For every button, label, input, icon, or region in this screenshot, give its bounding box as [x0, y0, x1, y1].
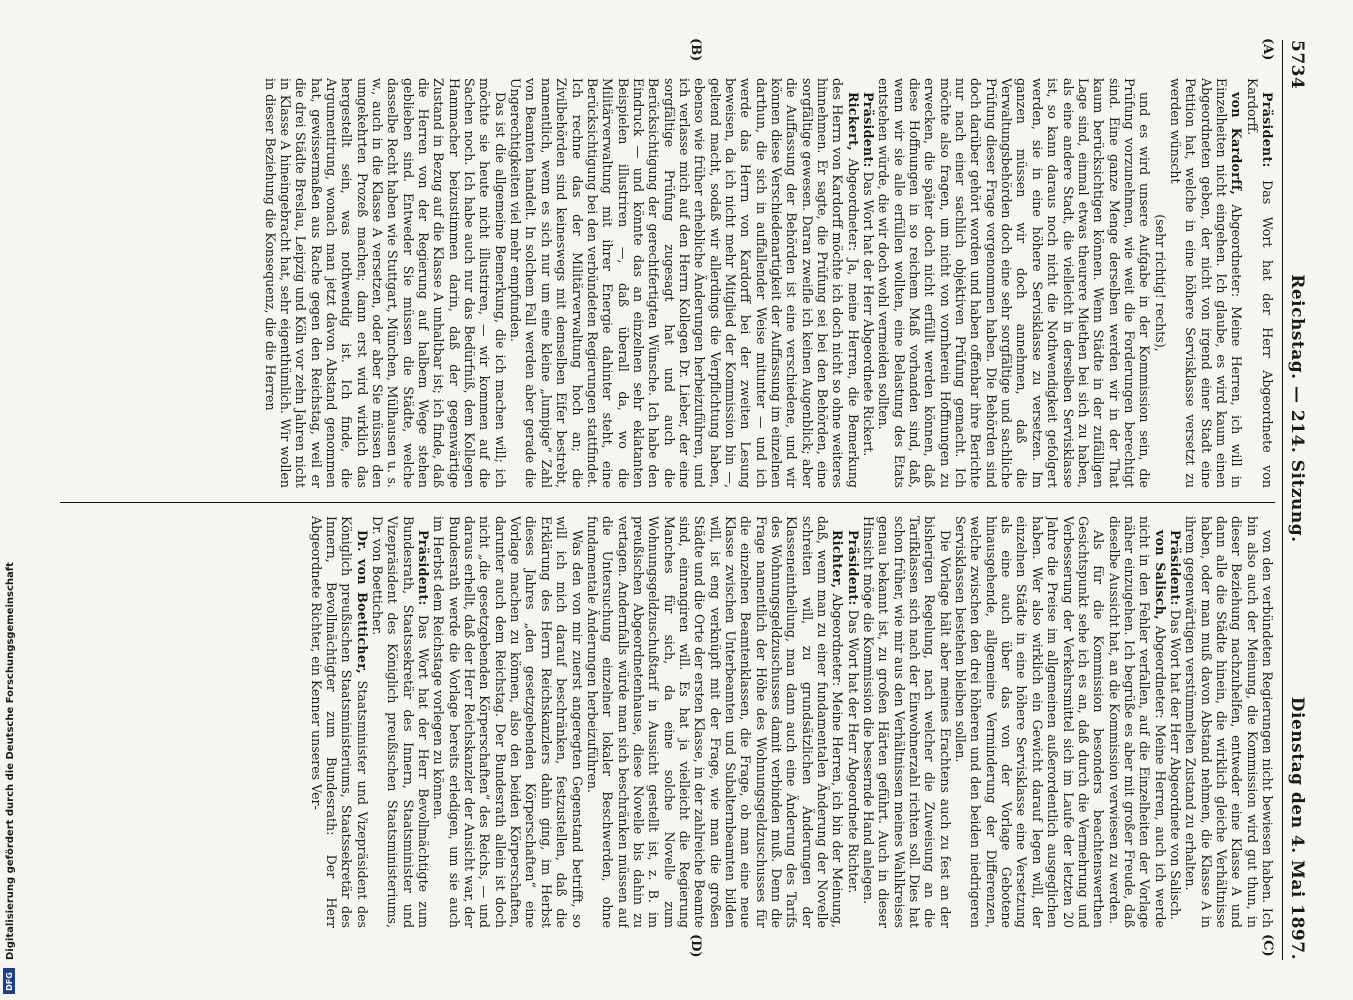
paragraph-text: Das Wort hat der Herr Abgeordnete von Kardorff.	[1244, 78, 1275, 488]
paragraph	[431, 516, 584, 928]
margin-mark-b: (B)	[688, 38, 703, 62]
speaker-name: von Kardorff,	[1229, 92, 1245, 196]
speaker-name: Richter,	[830, 530, 846, 589]
paragraph	[585, 516, 846, 928]
paragraph-text: Die Vorlage hält aber meines Erachtens auch zu fest an der bisherigen Regelung, nach welcher die Zuweisung an die Tarifklassen sich nach der Einwohnerzahl richten soll. Dies hat schon früher, wie mir aus den Verhältnissen meines Wahlkreises genau bekannt ist, zu großen Härten geführt. Auch in dieser Hinsicht möge die Kommission die bessernde Hand anlegen.	[861, 516, 953, 928]
speaker-name: Präsident:	[861, 92, 877, 168]
paragraph-text: Abgeordneter: Meine Herren, ich bin der Meinung, daß, wenn man zu einer fundamentalen Änderung der Novelle schreiten will, zu grundsätzlichen Änderungen der Klasseneintheilung, man dann auch eine Änderung des Tarifs des Wohnungsgeldzuschusses damit verbinden muß. Denn die Frage namentlich der Höhe des Wohnungsgeldzuschusses für die einzelnen Beamtenklassen, die Frage, ob man eine neue Klasse zwischen Unterbeamten und Subalternbeamten bilden will, ist eng verknüpft mit der Frage, wie man die großen Städte und die Orte der ersten Klasse, in der zahlreiche Beamte sind, einrangiren will. Es hat ja vielleicht die Regierung Manches für sich, da eine solche Novelle zum Wohnungsgeldzuschußtarif in Aussicht gestellt ist, z. B. im preußischen Abgeordnetenhause, diese Novelle bis dahin zu vertagen. Andernfalls würde man sich beschränken müssen auf die Untersuchung einzelner lokaler Beschwerden, ohne fundamentale Änderungen herbeizuführen.	[584, 516, 846, 928]
paragraph-text: Abgeordneter: Meine Herren, auch ich werde nicht in den Fehler verfallen, auf die Einzelheiten der Vorlage näher einzugehen. Ich begrüße es aber mit großer Freude, daß dieselbe Aussicht hat, an die Kommission verwiesen zu werden.	[1106, 516, 1168, 928]
paragraph-text: Staatsminister und Vizepräsident des Königlich preußischen Staatsministeriums, Staatssekretär des Innern, Bevollmächtigter zum Bundesrath: Der Herr Abgeordnete Richter, ein Kenner unseres Ver-	[308, 516, 370, 928]
paragraph-text: Abgeordneter: Ja, meine Herren, die Bemerkung des Herrn von Kardorff möchte ich doch nicht so ohne weiteres hinnehmen. Er sagte, die Prüfung sei bei den Behörden, eine sorgfältige gewesen. Daran zweifle ich keinen Augenblick; aber die Auffassung der Behörden ist eine verschiedene, und wir können diese Verschiedenartigkeit der Auffassung im einzelnen darthun, die sich in auffallender Weise mitunter — und ich werde das Herrn von Kardorff bei der zweiten Lesung beweisen, da ich nicht mehr Mitglied der Kommission bin —, geltend macht, sodaß wir allerdings die Verpflichtung haben, ebenso wie früher erhebliche Änderungen herbeizuführen, und ich verlasse mich auf den Herrn Kollegen Dr. Lieber, der eine sorgfältige Prüfung zugesagt hat und auch die Berücksichtigung der gerechtfertigten Wünsche. Ich habe den Eindruck — und könnte das an einzelnen sehr eklatanten Beispielen illustriren —, daß überall da, wo die Militärverwaltung mit ihrer Energie dahinter steht, eine Berücksichtigung bei den verbündeten Regierungen stattfindet. Ich rechne das der Militärverwaltung hoch an; die Zivilbehörden sind keineswegs mit demselben Eifer bestrebt, namentlich, wenn es sich nur um eine kleine „lumpige“ Zahl von Beamten handelt. In solchem Fall werden aber gerade die Ungerechtigkeiten viel mehr empfunden.	[508, 78, 861, 488]
paragraph	[308, 516, 369, 928]
speaker-name: Präsident:	[845, 530, 861, 606]
speaker-name: Dr. von Boetticher,	[354, 530, 370, 674]
paragraph	[861, 78, 876, 488]
paragraph-text: Als für die Kommission besonders beachtenswerthen Gesichtspunkt sehe ich es an, daß durch die Vermehrung und Verbesserung der Verkehrsmittel sich im Laufe der letzten 20 Jahre die Preise im allgemeinen außerordentlich ausgeglichen haben. Wer also wirklich ein Gewicht darauf legen will, der einzelnen Städte in eine höhere Servisklasse eine Versetzung als eine auch über das von der Vorlage Gebotene hinausgehende, allgemeine Verminderung der Differenzen, welche zwischen den drei höheren und den beiden niedrigeren Servisklassen bestehen bleiben sollen.	[953, 516, 1107, 928]
paragraph-text: Abgeordneter: Meine Herren, ich will in Einzelheiten nicht eingehen. Ich glaube, es wird kaum einen Abgeordneten geben, der nicht von irgend einer Stadt eine Petition hat, welche in eine höhere Servisklasse versetzt zu werden wünscht	[1167, 78, 1245, 488]
paragraph-text: Was den von mir zuerst angeregten Gegenstand betrifft, so will ich mich darauf beschränken, festzustellen, daß die Erklärung des Herrn Reichskanzlers dahin ging, im Herbst dieses Jahres „den gesetzgebenden Körperschaften“ eine Vorlage machen zu können, also den beiden Körperschaften, darunter auch dem Reichstag. Der Bundesrath allein ist doch nicht „die gesetzgebenden Körperschaften“ des Reichs, — und daraus erhellt, daß der Herr Reichskanzler der Ansicht war, der Bundesrath werde die Vorlage bereits erledigen, um sie auch im Herbst dem Reichstage vorlegen zu können.	[431, 516, 585, 928]
margin-mark-a: (A)	[1260, 38, 1275, 61]
paragraph	[953, 516, 1106, 928]
session-date: Dienstag den 4. Mai 1897.	[1287, 696, 1307, 960]
session-title: Reichstag. — 214. Sitzung.	[1287, 274, 1307, 543]
speaker-name: Präsident:	[1260, 92, 1275, 168]
paragraph	[845, 516, 860, 928]
paragraph	[1168, 78, 1245, 488]
speaker-name: Rickert,	[845, 92, 861, 151]
paragraph-text: von den verbündeten Regierungen nicht bewiesen haben. Ich bin also auch der Meinung, die Kommission wird gut thun, in dieser Beziehung nachzuhelfen, entweder eine Klasse A und dann alle die Städte hinein, die wirklich gleiche Verhältnisse haben, oder man muß davon Abstand nehmen, die Klasse A in ihrem gegenwärtigen verstümmelten Zustand zu erhalten.	[1183, 516, 1275, 928]
paragraph	[1152, 78, 1167, 488]
interjection: (sehr richtig! rechts),	[1152, 214, 1168, 352]
paragraph-text: Das Wort hat der Herr Abgeordnete Rickert.	[861, 171, 877, 457]
paragraph-text: und es wird unsere Aufgabe in der Kommission sein, die Prüfung vorzunehmen, wie weit die Forderungen berechtigt sind. Eine ganze Menge derselben werden wir in der That kaum berücksichtigen können. Wenn Städte in der zufälligen Lage sind, einmal etwas theurere Miethen bei sich zu haben, als eine andere Stadt, die vielleicht in derselben Servisklasse ist, so kann daraus noch nicht die Nothwendigkeit gefolgert werden, sie in eine höhere Servisklasse zu versetzen. Im ganzen müssen wir doch annehmen, daß die Verwaltungsbehörden doch eine sehr sorgfältige und sachliche Prüfung dieser Frage vorgenommen haben. Die Behörden sind doch darüber gehört worden und haben offenbar ihre Berichte nur nach einer sachlich objektiven Prüfung gemacht. Ich möchte also fragen, um nicht von vornherein Hoffnungen zu erwecken, die später doch nicht erfüllt werden können, daß diese Hoffnungen in so reichem Maß vorhanden sind, daß, wenn wir sie alle erfüllen wollten, eine Belastung des Etats entstehen würde, die wir doch wohl vermeiden sollten.	[876, 78, 1153, 488]
margin-mark-c: (C)	[1260, 934, 1275, 957]
paragraph	[370, 516, 431, 928]
page-header	[1287, 40, 1313, 960]
paragraph-text: Das Wort hat der Herr Abgeordnete Richter.	[845, 609, 861, 894]
speaker-name: von Salisch,	[1152, 530, 1168, 620]
paragraph-text: Das Wort hat der Herr Abgeordnete von Salisch.	[1167, 609, 1183, 921]
paragraph-text: Das ist die allgemeine Bemerkung, die ich machen will; ich möchte sie heute nicht illustriren, — wir kommen auf die Sachen noch. Ich habe auch nur das Bedürfniß, dem Kollegen Hammacher beizustimmen darin, daß der gegenwärtige Zustand in Bezug auf die Klasse A unhaltbar ist; ich finde, daß die Herren von der Regierung auf halbem Wege stehen geblieben sind. Entweder Sie müssen die Städte, welche dasselbe Recht haben wie Stuttgart, München, Mülhausen u. s. w., auch in die Klasse A versetzen, oder aber Sie müssen den umgekehrten Prozeß machen; dann erst wird wirklich das hergestellt sein, was nothwendig ist. Ich finde, die Argumentirung, wonach man jetzt davon Abstand genommen hat, gewissermaßen aus Rache gegen den Reichstag, weil er die drei Städte Breslau, Leipzig und Köln vor zehn Jahren nicht in Klasse A hineingebracht hat, sehr eigenthümlich. Wir wollen in dieser Beziehung die Konsequenz, die die Herren	[262, 78, 508, 488]
paragraph	[508, 78, 861, 488]
paragraph	[1244, 78, 1275, 488]
paragraph	[1106, 516, 1167, 928]
right-column	[65, 516, 1275, 928]
left-column	[65, 78, 1275, 488]
page-number: 5734	[1287, 40, 1307, 90]
paragraph-text: Das Wort hat der Herr Bevollmächtigte zum Bundesrath, Staatssekretär des Innern, Staatsminister und Vizepräsident des Königlich preußischen Staatsministeriums, Dr. von Boetticher.	[370, 516, 432, 928]
dfg-logo-text: DFG	[4, 971, 14, 991]
column-divider	[60, 502, 1275, 503]
header-rule	[1282, 40, 1283, 960]
paragraph	[876, 78, 1152, 488]
paragraph	[1183, 516, 1275, 928]
paragraph	[262, 78, 508, 488]
speaker-name: Präsident:	[1167, 530, 1183, 606]
margin-mark-d: (D)	[688, 934, 703, 958]
digitization-note: Digitalisierung gefördert durch die Deutsche Forschungsgemeinschaft	[5, 562, 16, 960]
speaker-name: Präsident:	[416, 530, 432, 606]
dfg-logo	[3, 968, 15, 994]
paragraph	[1168, 516, 1183, 928]
paragraph	[861, 516, 953, 928]
